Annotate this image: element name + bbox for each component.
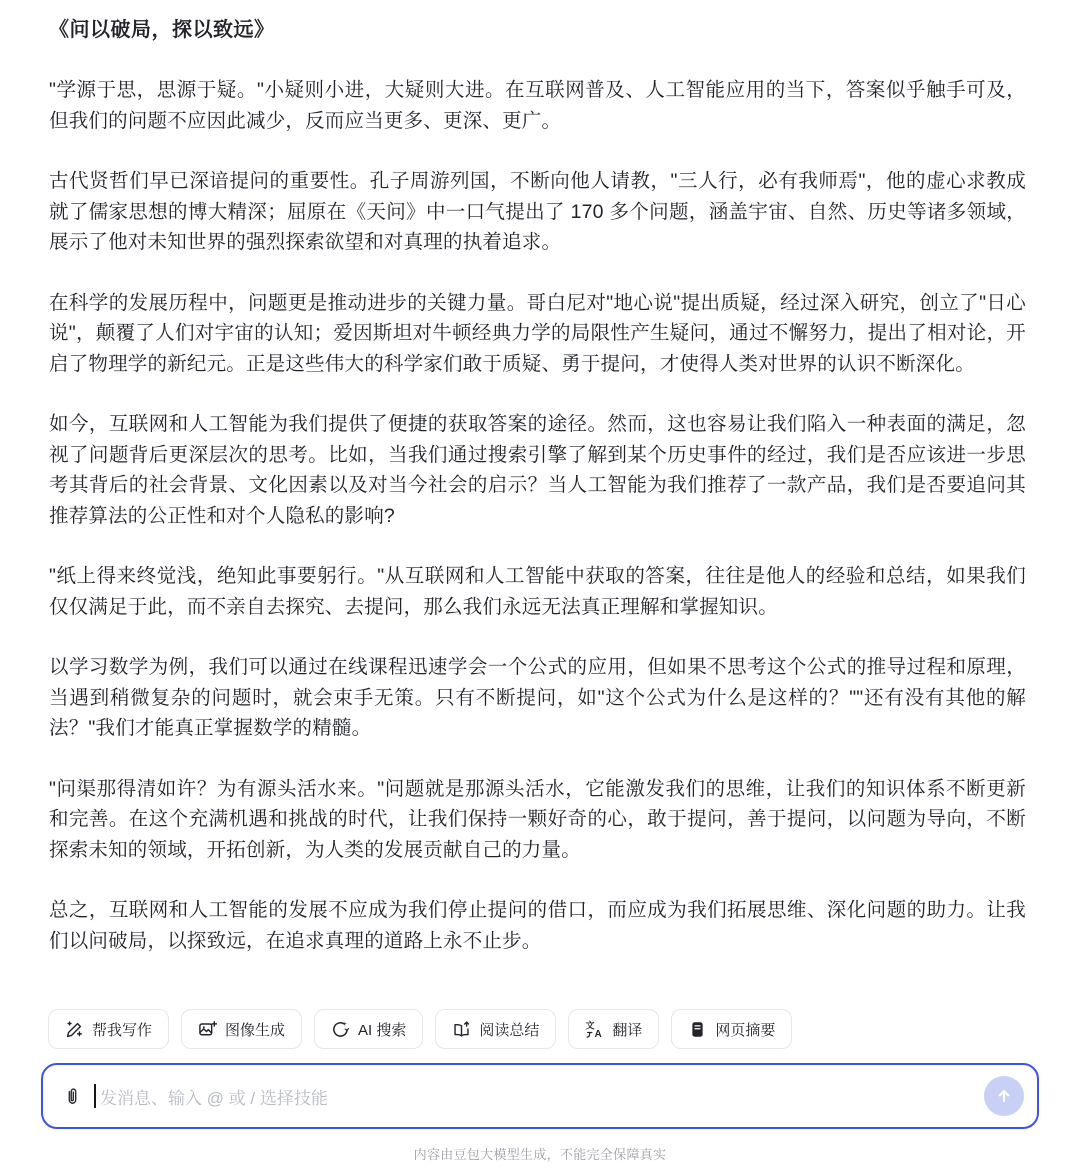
skill-button-ai-search[interactable] <box>314 1009 423 1049</box>
svg-text:文: 文 <box>585 1020 595 1031</box>
pen-sparkle-icon <box>65 1020 84 1039</box>
text-cursor <box>94 1084 96 1108</box>
ai-search-icon <box>331 1020 350 1039</box>
essay-paragraph: "学源于思，思源于疑。"小疑则小进，大疑则大进。在互联网普及、人工智能应用的当下，答案似乎触手可及，但我们的问题不应因此减少，反而应当更多、更深、更广。 <box>49 79 1026 132</box>
image-generate-icon <box>198 1020 217 1039</box>
skill-button-label: 网页摘要 <box>715 1021 776 1039</box>
reading-summary-icon <box>452 1020 471 1039</box>
essay-paragraph: 在科学的发展历程中，问题更是推动进步的关键力量。哥白尼对"地心说"提出质疑，经过深入研究，创立了"日心说"，颠覆了人们对宇宙的认知；爱因斯坦对牛顿经典力学的局限性产生疑问，通过不懈努力，提出了相对论，开启了物理学的新纪元。正是这些伟大的科学家们敢于质疑、勇于提问，才使得人类对世界的认识不断深化。 <box>49 291 1026 375</box>
essay-paragraph: 以学习数学为例，我们可以通过在线课程迅速学会一个公式的应用，但如果不思考这个公式的推导过程和原理，当遇到稍微复杂的问题时，就会束手无策。只有不断提问，如"这个公式为什么是这样的？""还有没有其他的解法？"我们才能真正掌握数学的精髓。 <box>49 656 1026 739</box>
skill-button-image-generate[interactable] <box>181 1009 302 1049</box>
skill-button-help-me-write[interactable] <box>48 1009 169 1049</box>
skill-button-label: 阅读总结 <box>479 1021 540 1039</box>
skill-button-label: 图像生成 <box>225 1021 286 1039</box>
skills-row <box>48 1009 792 1049</box>
essay-title: 《问以破局，探以致远》 <box>49 19 275 41</box>
send-arrow-icon <box>994 1086 1014 1106</box>
svg-text:A: A <box>594 1028 603 1039</box>
skill-button-label: 帮我写作 <box>92 1021 153 1039</box>
ai-disclaimer: 内容由豆包大模型生成，不能完全保障真实 <box>413 1147 667 1162</box>
essay-paragraph: 如今，互联网和人工智能为我们提供了便捷的获取答案的途径。然而，这也容易让我们陷入一种表面的满足，忽视了问题背后更深层次的思考。比如，当我们通过搜索引擎了解到某个历史事件的经过，我们是否应该进一步思考其背后的社会背景、文化因素以及对当今社会的启示？当人工智能为我们推荐了一款产品，我们是否要追问其推荐算法的公正性和对个人隐私的影响? <box>49 413 1026 527</box>
essay-paragraph: "问渠那得清如许？为有源头活水来。"问题就是那源头活水，它能激发我们的思维，让我们的知识体系不断更新和完善。在这个充满机遇和挑战的时代，让我们保持一颗好奇的心，敢于提问，善于提问，以问题为导向，不断探索未知的领域，开拓创新，为人类的发展贡献自己的力量。 <box>49 777 1026 861</box>
translate-icon <box>585 1020 604 1039</box>
essay-paragraph: 古代贤哲们早已深谙提问的重要性。孔子周游列国，不断向他人请教，"三人行，必有我师焉"，他的虚心求教成就了儒家思想的博大精深；屈原在《天问》中一口气提出了 170 多个问题，涵盖宇宙、自然、历史等诸多领域，展示了他对未知世界的强烈探索欲望和对真理的执着追求。 <box>49 170 1026 253</box>
message-input-box[interactable] <box>41 1063 1039 1129</box>
assistant-message <box>49 16 1026 956</box>
skill-button-translate[interactable] <box>568 1009 659 1049</box>
message-input-placeholder[interactable]: 发消息、输入 @ 或 / 选择技能 <box>100 1088 328 1108</box>
paperclip-icon[interactable] <box>63 1085 82 1108</box>
skill-button-webpage-summary[interactable] <box>671 1009 792 1049</box>
essay-paragraph: 总之，互联网和人工智能的发展不应成为我们停止提问的借口，而应成为我们拓展思维、深化问题的助力。让我们以问破局，以探致远，在追求真理的道路上永不止步。 <box>49 899 1026 952</box>
essay-body <box>49 75 1026 956</box>
skill-button-label: 翻译 <box>612 1021 643 1039</box>
webpage-summary-icon <box>688 1020 707 1039</box>
essay-paragraph: "纸上得来终觉浅，绝知此事要躬行。"从互联网和人工智能中获取的答案，往往是他人的经验和总结，如果我们仅仅满足于此，而不亲自去探究、去提问，那么我们永远无法真正理解和掌握知识。 <box>49 565 1026 618</box>
skill-button-reading-summary[interactable] <box>435 1009 556 1049</box>
skill-button-label: AI 搜索 <box>358 1021 407 1039</box>
send-button[interactable] <box>984 1076 1024 1116</box>
